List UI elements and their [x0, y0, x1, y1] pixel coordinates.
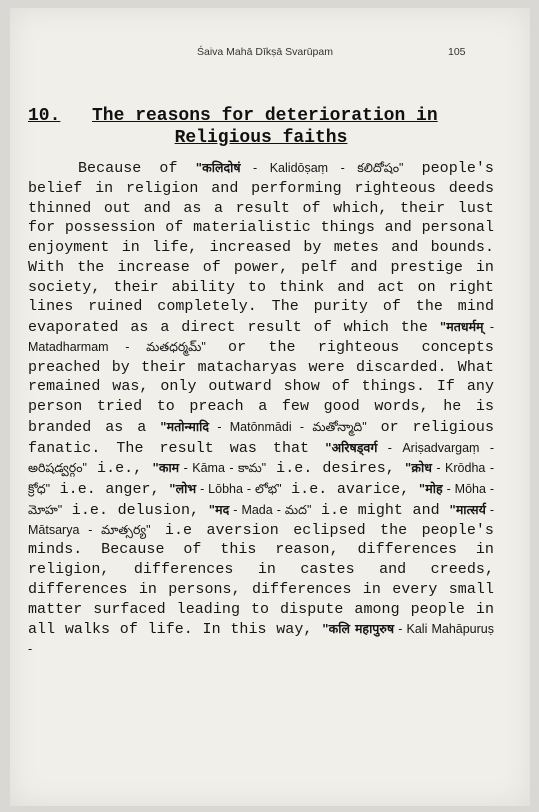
text-run: i.e aversion eclipsed the people's minds. Because of this reason, differences in religion, differences in castes and creeds, differences in persons, differences in every small matter surfaced leading to dispute among people in all walks of life. In this way,: [28, 521, 494, 639]
sanskrit-term: "कलि महापुरुष: [322, 621, 395, 637]
body-paragraph: [28, 158, 494, 660]
text-run: i.e might and: [311, 501, 450, 519]
text-run: Because of: [78, 160, 196, 177]
term-transliteration: - Krōdha - క్రోధ": [28, 461, 494, 496]
text-run: i.e.,: [86, 460, 153, 478]
heading-title-line-1: The reasons for deterioration in: [92, 106, 438, 126]
sanskrit-term: "मतोन्मादि: [160, 418, 210, 434]
sanskrit-term: "काम: [152, 460, 180, 476]
term-transliteration: - Mōha - మోహ": [28, 482, 495, 517]
text-run: people's belief in religion and performing righteous deeds thinned out and as a result of which, their lust for possession of materialistic things and personal enjoyment in life, increased by metes and bounds. With the increase of power, pelf and prestige in society, their ability to think and act on right lines ruined completely. The purity of the mind evaporated as a direct result of which the: [28, 160, 494, 336]
text-run: i.e. desires,: [266, 460, 405, 478]
text-run: or religious fanatic. The result was that: [28, 418, 494, 457]
sanskrit-term: "मोह: [418, 481, 443, 496]
sanskrit-term: "लोभ: [169, 481, 197, 496]
term-transliteration: - Kalidōṣaṃ - కలిదోషం": [240, 161, 404, 175]
page-number: 105: [448, 46, 466, 58]
sanskrit-term: "मतधर्मम्: [439, 319, 484, 334]
heading-title-line-2: Religious faiths: [174, 128, 348, 148]
term-transliteration: - Mātsarya - మాత్సర్య": [28, 502, 494, 537]
term-transliteration: - Ariṣadvargaṃ - అరిషడ్వర్గం": [28, 440, 494, 476]
sanskrit-term: "मद: [208, 501, 230, 517]
term-transliteration: - Matōnmādi - మతోన్మాది": [209, 419, 367, 434]
sanskrit-term: "क्रोध: [404, 460, 432, 476]
sanskrit-term: "मात्सर्य: [449, 501, 486, 517]
term-transliteration: - Lōbha - లోభ": [196, 482, 282, 496]
term-transliteration: - Matadharmam - మతధర్మమ్": [28, 320, 495, 354]
term-transliteration: - Kali Mahāpuruṣ -: [28, 622, 494, 656]
term-transliteration: - Mada - మద": [229, 502, 312, 517]
text-run: i.e. delusion,: [62, 501, 209, 519]
text-run: or the righteous concepts preached by their matacharyas were discarded. What remained was, only outward show of things. If any person tried to preach a few good words, he is branded as a: [28, 338, 494, 436]
term-transliteration: - Kāma - కామ": [179, 461, 267, 476]
sanskrit-term: "अरिषड्वर्ग: [325, 439, 378, 455]
running-title: Śaiva Mahā Dīkṣā Svarūpam: [197, 46, 333, 58]
heading-number: 10.: [28, 106, 61, 126]
text-run: i.e. anger,: [50, 481, 170, 498]
text-run: i.e. avarice,: [281, 481, 419, 498]
sanskrit-term: "कलिदोषं: [195, 160, 241, 175]
